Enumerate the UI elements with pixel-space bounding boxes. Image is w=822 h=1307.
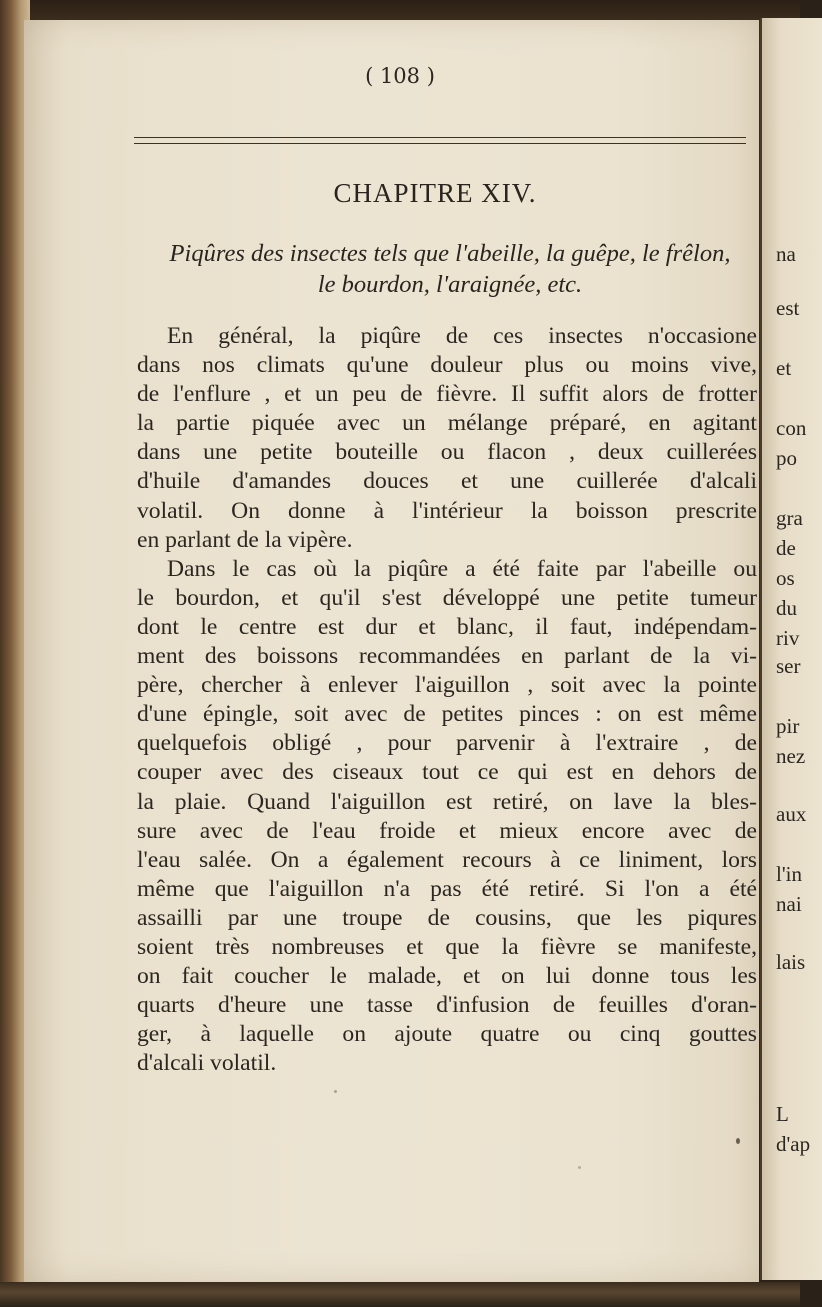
facing-fragment: nez (776, 744, 806, 768)
book-bottom-edge (0, 1282, 800, 1307)
body-line: d'huile d'amandes douces et une cuillerée d'alcali (137, 468, 757, 495)
body-line: quelquefois obligé , pour parvenir à l'extraire , de (137, 730, 757, 757)
facing-fragment: L (776, 1102, 789, 1126)
body-line: sure avec de l'eau froide et mieux encore avec de (137, 817, 757, 844)
body-line: même que l'aiguillon n'a pas été retiré. Si l'on a été (137, 875, 757, 902)
facing-fragment: pir (776, 714, 800, 738)
body-line: ger, à laquelle on ajoute quatre ou cinq gouttes (137, 1021, 757, 1048)
facing-fragment: con (776, 416, 807, 440)
body-line: d'alcali volatil. (137, 1050, 277, 1077)
facing-fragment: aux (776, 802, 807, 826)
body-line: assailli par une troupe de cousins, que les piqures (137, 904, 757, 931)
body-line: père, chercher à enlever l'aiguillon , soit avec la pointe (137, 672, 757, 699)
facing-fragment: riv (776, 626, 800, 650)
facing-fragment: na (776, 242, 796, 266)
body-line: ment des boissons recommandées en parlant de la vi- (137, 643, 757, 670)
facing-fragment: po (776, 446, 797, 470)
facing-fragment: l'in (776, 862, 802, 886)
page-number: ( 108 ) (365, 64, 435, 88)
facing-fragment: du (776, 596, 797, 620)
facing-fragment: nai (776, 892, 802, 916)
body-text (137, 322, 757, 1078)
facing-fragment: est (776, 296, 800, 320)
body-line: la plaie. Quand l'aiguillon est retiré, on lave la bles- (137, 788, 757, 815)
body-line: d'une épingle, soit avec de petites pinces : on est même (137, 701, 757, 728)
body-line: En général, la piqûre de ces insectes n'occasione (167, 323, 757, 349)
body-line: soient très nombreuses et que la fièvre se manifeste, (137, 933, 757, 960)
body-line: en parlant de la vipère. (137, 526, 353, 553)
body-line: Dans le cas où la piqûre a été faite par l'abeille ou (167, 555, 757, 582)
body-line: dans nos climats qu'une douleur plus ou moins vive, (137, 352, 757, 379)
body-line: on fait coucher le malade, et on lui donne tous les (137, 963, 757, 990)
facing-fragment: de (776, 536, 796, 560)
body-line: de l'enflure , et un peu de fièvre. Il suffit alors de frotter (137, 381, 757, 408)
body-line: dans une petite bouteille ou flacon , deux cuillerées (137, 439, 757, 466)
chapter-subtitle (140, 238, 760, 300)
chapter-title: CHAPITRE XIV. (333, 178, 537, 208)
body-line: la partie piquée avec un mélange préparé, en agitant (137, 410, 757, 437)
header-rule-thick (134, 137, 746, 138)
facing-fragment: gra (776, 506, 803, 530)
header-rule-thin (134, 143, 746, 144)
body-line: quarts d'heure une tasse d'infusion de feuilles d'oran- (137, 992, 757, 1019)
body-line: couper avec des ciseaux tout ce qui est en dehors de (137, 759, 757, 786)
body-line: dont le centre est dur et blanc, il faut, indépendam- (137, 613, 757, 640)
body-line: volatil. On donne à l'intérieur la boisson prescrite (137, 497, 757, 524)
body-line: l'eau salée. On a également recours à ce liniment, lors (137, 846, 757, 873)
facing-fragment: d'ap (776, 1132, 811, 1156)
subtitle-line: Piqûres des insectes tels que l'abeille, la guêpe, le frêlon, (169, 240, 731, 267)
body-line: le bourdon, et qu'il s'est développé une petite tumeur (137, 584, 757, 611)
facing-fragment: et (776, 356, 792, 380)
ink-speck (578, 1166, 581, 1169)
facing-fragment: lais (776, 950, 806, 974)
facing-fragment: ser (776, 654, 801, 678)
ink-speck (334, 1090, 337, 1093)
facing-fragment: os (776, 566, 795, 590)
subtitle-line: le bourdon, l'araignée, etc. (317, 271, 583, 298)
ink-speck (736, 1138, 740, 1144)
